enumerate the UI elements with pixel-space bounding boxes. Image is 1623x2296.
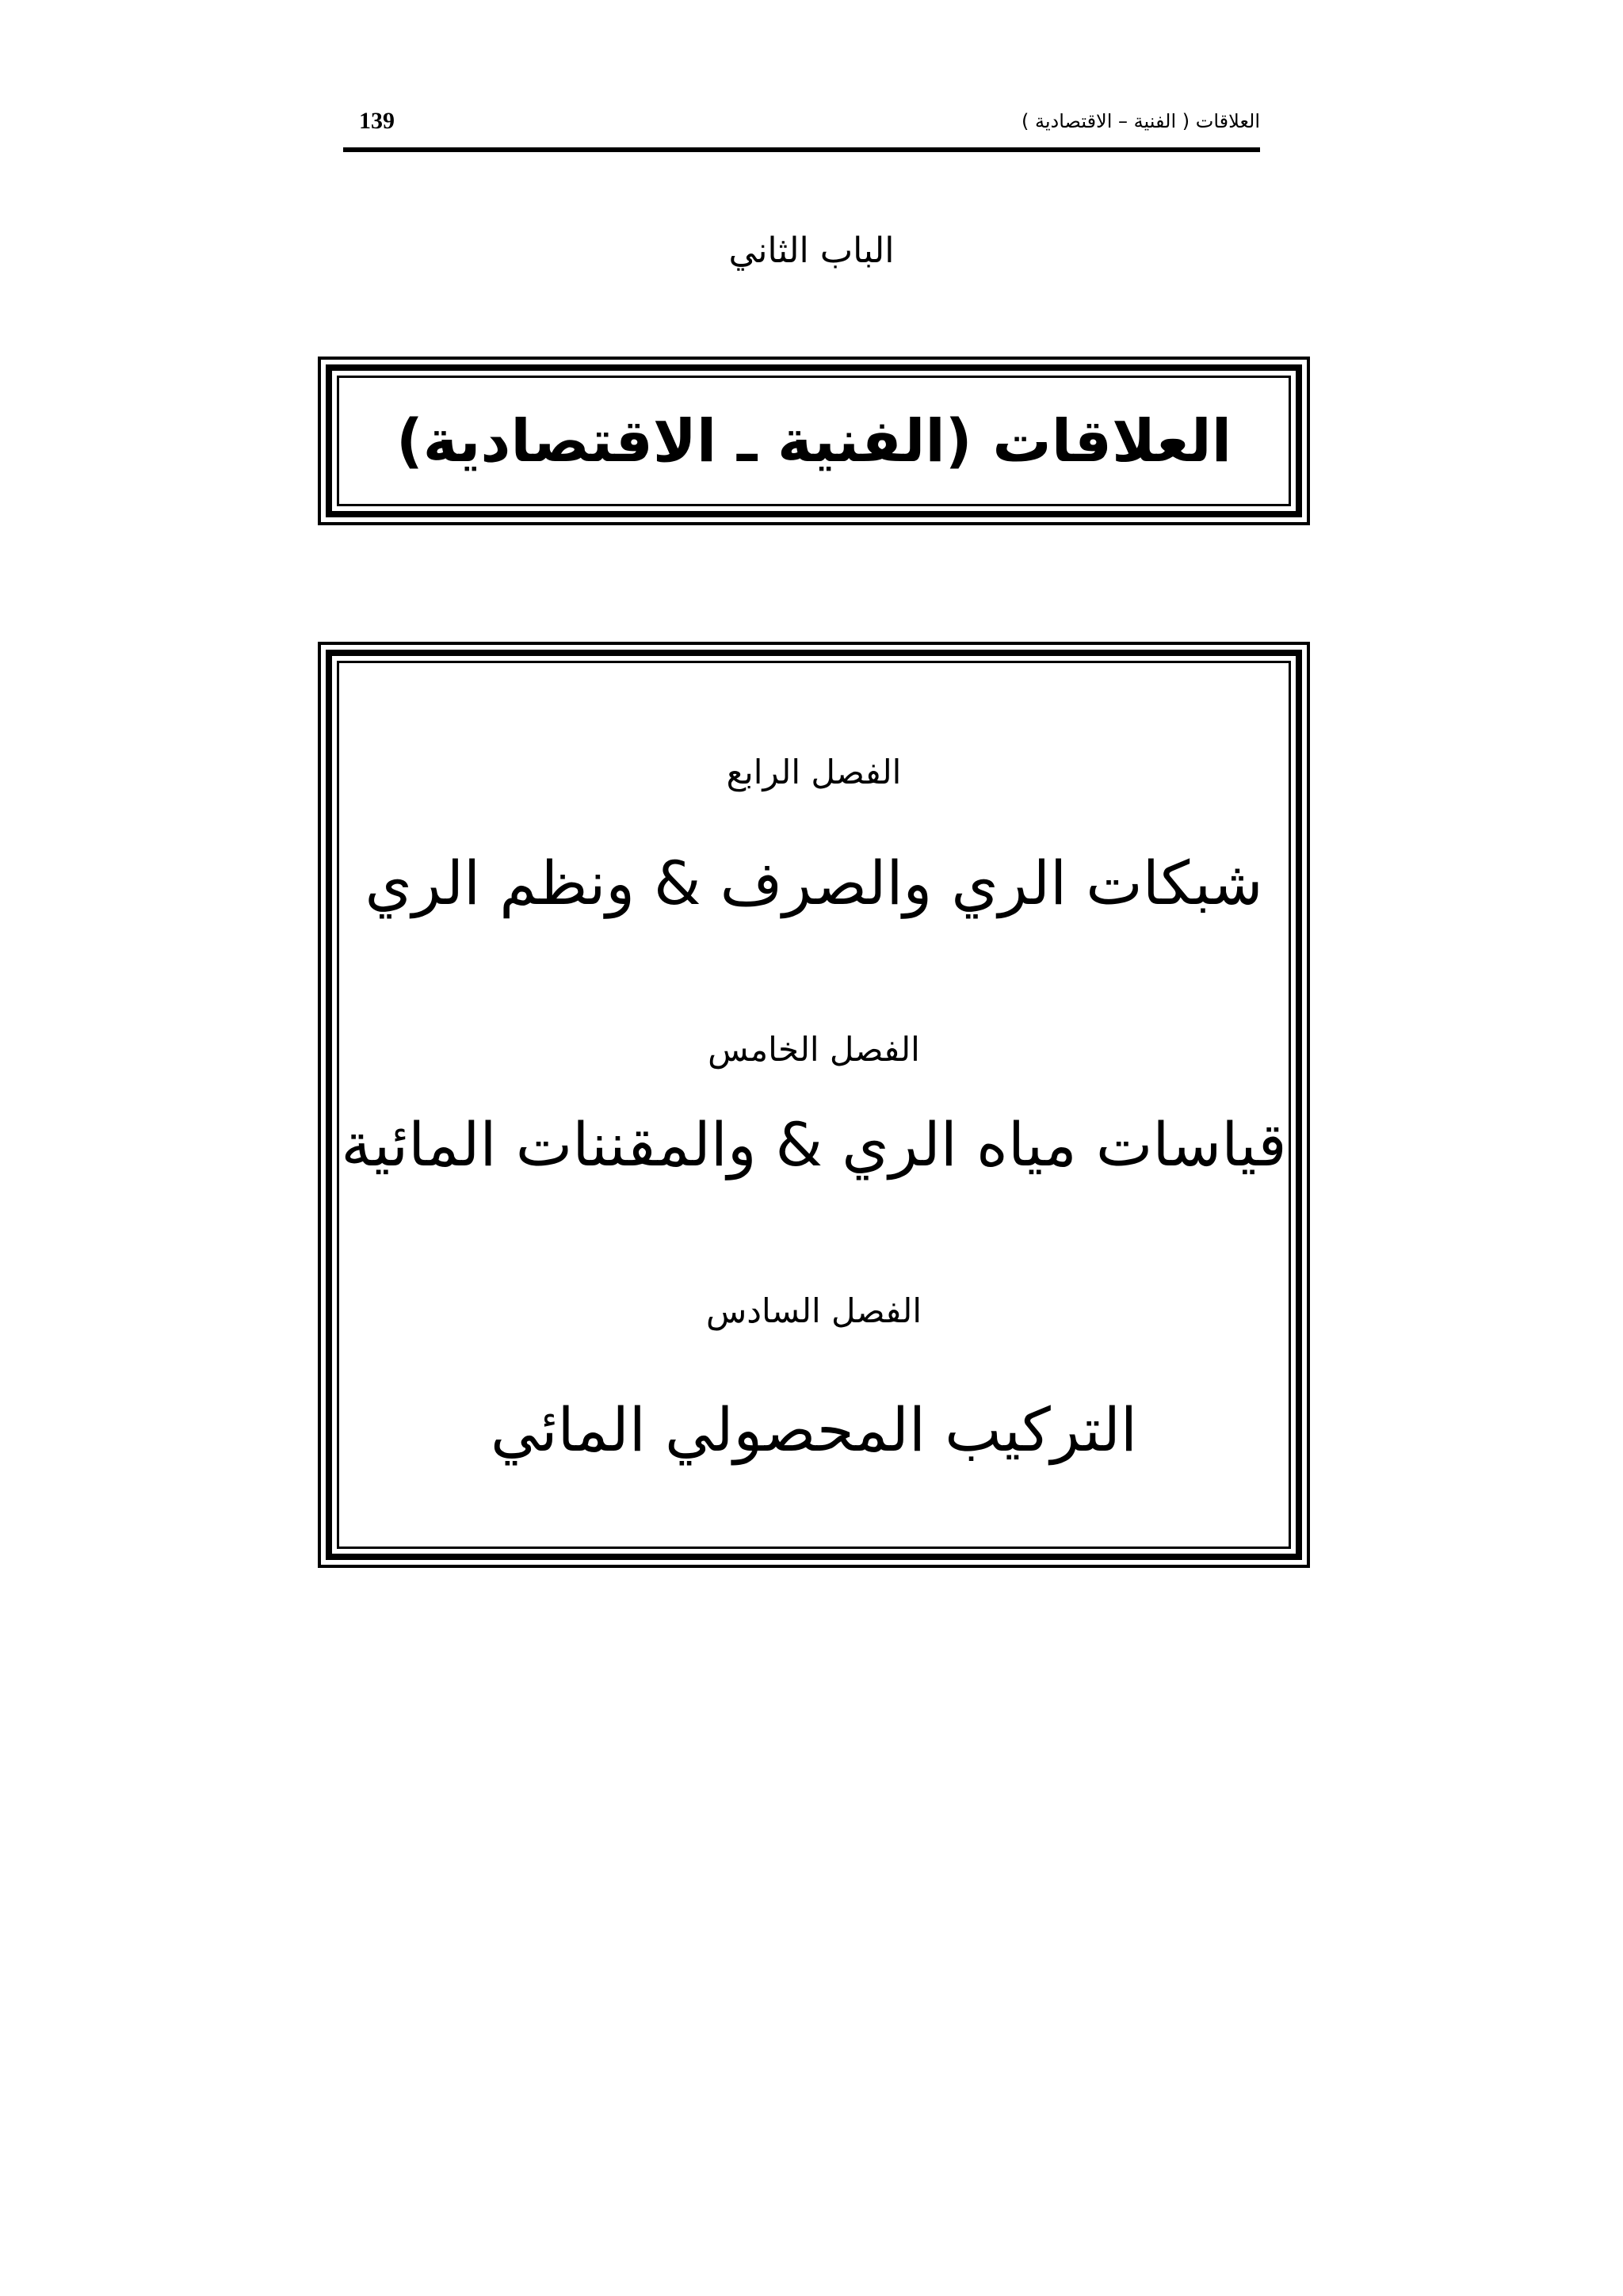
chapter-4-label: الفصل الرابع	[726, 753, 902, 791]
chapter-5-label: الفصل الخامس	[708, 1030, 920, 1069]
page-number: 139	[359, 108, 395, 134]
chapter-6-label: الفصل السادس	[706, 1291, 922, 1330]
part-title: العلاقات (الفنية ـ الاقتصادية)	[395, 406, 1232, 475]
page-header	[343, 95, 1260, 152]
chapter-4-title: شبكات الري والصرف & ونظم الري	[365, 848, 1263, 918]
part-label: الباب الثاني	[728, 231, 895, 271]
running-title: العلاقات ( الفنية – الاقتصادية )	[1021, 110, 1260, 132]
chapter-5-title: قياسات مياه الري & والمقننات المائية	[341, 1109, 1287, 1180]
chapter-6-title: التركيب المحصولي المائي	[491, 1394, 1137, 1465]
